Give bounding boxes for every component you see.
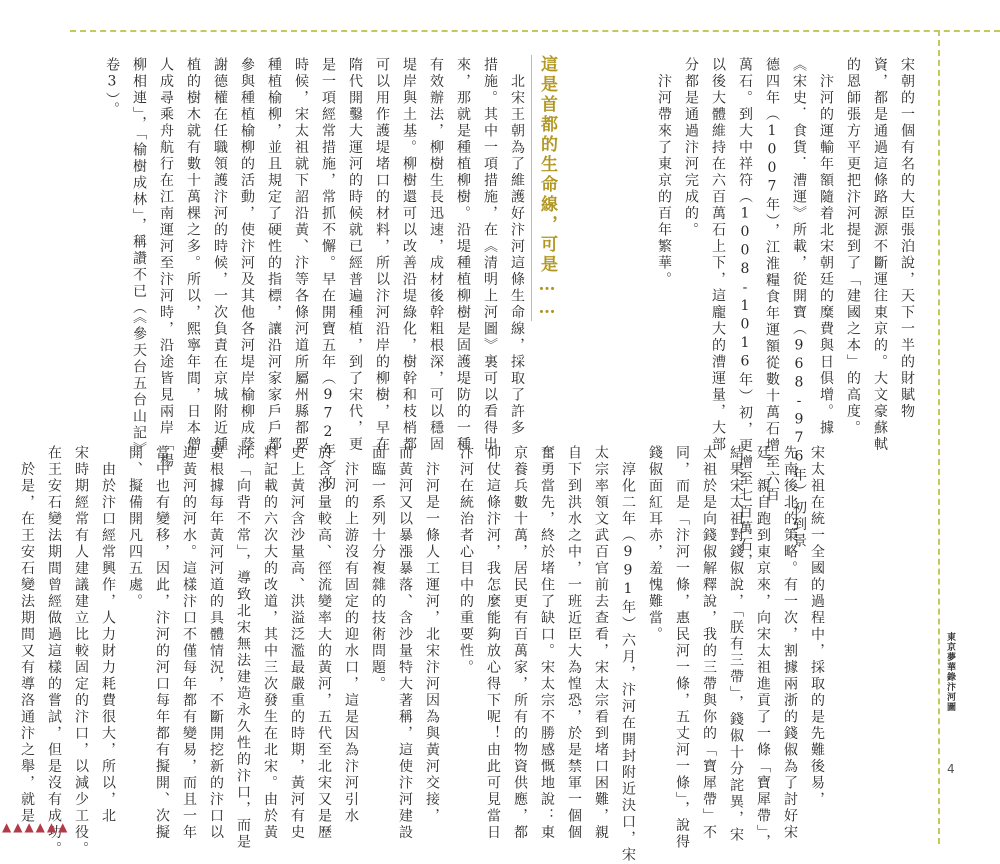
- lower-right-text-block: 宋太祖在統一全國的過程中，採取的是先難後易， 先南後北的策略。有一次，割據兩浙的錢俶為了討好宋 廷，親自跑到東京來，向宋太祖進貢了一條「寶犀帶」， 結果宋太祖對錢俶說，「朕有三帶」，錢俶十分詫異，宋 太祖於是向錢俶解釋說，我的三帶與你的「寶犀帶」不 同，而是「汴河一條，惠民河一條，五丈河一條」，說得 錢俶面紅耳赤，羞愧難當。 淳化二年（991年）六月，汴河在開封附近決口，宋 太宗率領文武百官前去查看，宋太宗看到堵口困難，親 自下到洪水之中，一班近臣大為惶恐，於是禁軍一個個 奮勇當先，終於堵住了缺口。宋太宗不勝感慨地說：東 京養兵數十萬，居民更有百萬家，所有的物資供應，都 仰仗這條汴河，我怎麼能夠放心得下呢！由此可見當日 汴河在統治者心目中的重要性。: [458, 445, 825, 864]
- decorative-ornament: ▲▲▲▲▲▲: [2, 820, 70, 834]
- section-heading: 這是首都的生命線，可是……: [531, 55, 560, 321]
- right-dashed-border: [938, 30, 940, 844]
- left-middle-text-block: 汴河是一條人工運河，北宋汴河因為與黃河交接， 而黃河又以暴漲暴落、含沙量特大著稱，這使汴河建設 面臨一系列十分複雜的技術問題。 汴河的上游沒有固定的迎水口，這是因為汴河引水 於含沙量較高、徑流變率大的黃河，五代至北宋又是歷 史上黃河含沙量高、洪溢泛濫最嚴重的時期，黃河有史 料記載的六次大的改道，其中三次發生在北宋。由於黃 河「向背不常」，導致北宋無法建造永久性的汴口，而是 要根據每年黃河河道的具體情況，不斷開挖新的汴口以 迎黃河的河水。這樣汴口不僅每年都有變易，而且一年 當中也有變移，因此，汴河的河口每年都有擬開、次擬 開、擬備開凡四五處。 由於汴口經常興作，人力財力耗費很大，所以，北 宋時期經常有人建議建立比較固定的汴口，以減少工役。 在王安石變法期間曾經做過這樣的嘗試，但是沒有成功。 於是，在王安石變法期間又有導洛通汴之舉，就是: [19, 445, 440, 858]
- upper-right-text-block: 宋朝的一個有名的大臣張泊說，天下一半的財賦物 資，都是通過這條路源源不斷運往東京的。大文豪蘇軾 的恩師張方平更把汴河提到了「建國之本」的高度。 汴河的運輸年額隨着北宋朝廷的糜費與日俱增。據 《宋史．食貨．漕運》所載，從開寶（968-976年）初到景 德四年（1007年），江淮糧食年運額從數十萬石增至六百 萬石。到大中祥符（1008-1016年）初，更增至七百萬石， 以後大體維持在六百萬石上下，這龐大的漕運量，大部 分都是通過汴河完成的。 汴河帶來了東京的百年繁華。: [656, 57, 915, 570]
- left-top-text-block: 北宋王朝為了維護好汴河這條生命線，採取了許多 措施。其中一項措施，在《清明上河圖》裏可以看得出 來，那就是種植柳樹。沿堤種植柳樹是固護堤防的一種 有效辦法，柳樹生長迅速，成材後幹粗根深，可以穩固 堤岸與土基。柳樹還可以改善沿堤綠化，樹幹和枝梢都 可以用作護堤堵口的材料，所以汴河沿岸的柳樹，早在 隋代開鑿大運河的時候就已經普遍種植，到了宋代，更 是一項經常措施，常抓不懈。早在開寶五年（972年）的 時候，宋太祖就下詔沿黃、汴等各條河道所屬州縣都要 種植榆柳，並且規定了硬性的指標，讓沿河家家戶戶都 參與種植榆柳的活動，使汴河及其他各河堤岸榆柳成蔭。 謝德權在任職領護汴河的時候，一次負責在京城附近種 植的樹木就有數十萬棵之多。所以，熙寧年間，日本僧 人成尋乘舟航行在江南運河至汴河時，沿途皆見兩岸「楊 柳相連」，「榆樹成林」，稱讚不已（《參天台五台山記》 卷3）。: [104, 57, 525, 492]
- top-dashed-border: [70, 30, 1000, 32]
- page-number: 4: [947, 762, 955, 776]
- running-head: 東京夢華錄汴河圖: [945, 632, 955, 712]
